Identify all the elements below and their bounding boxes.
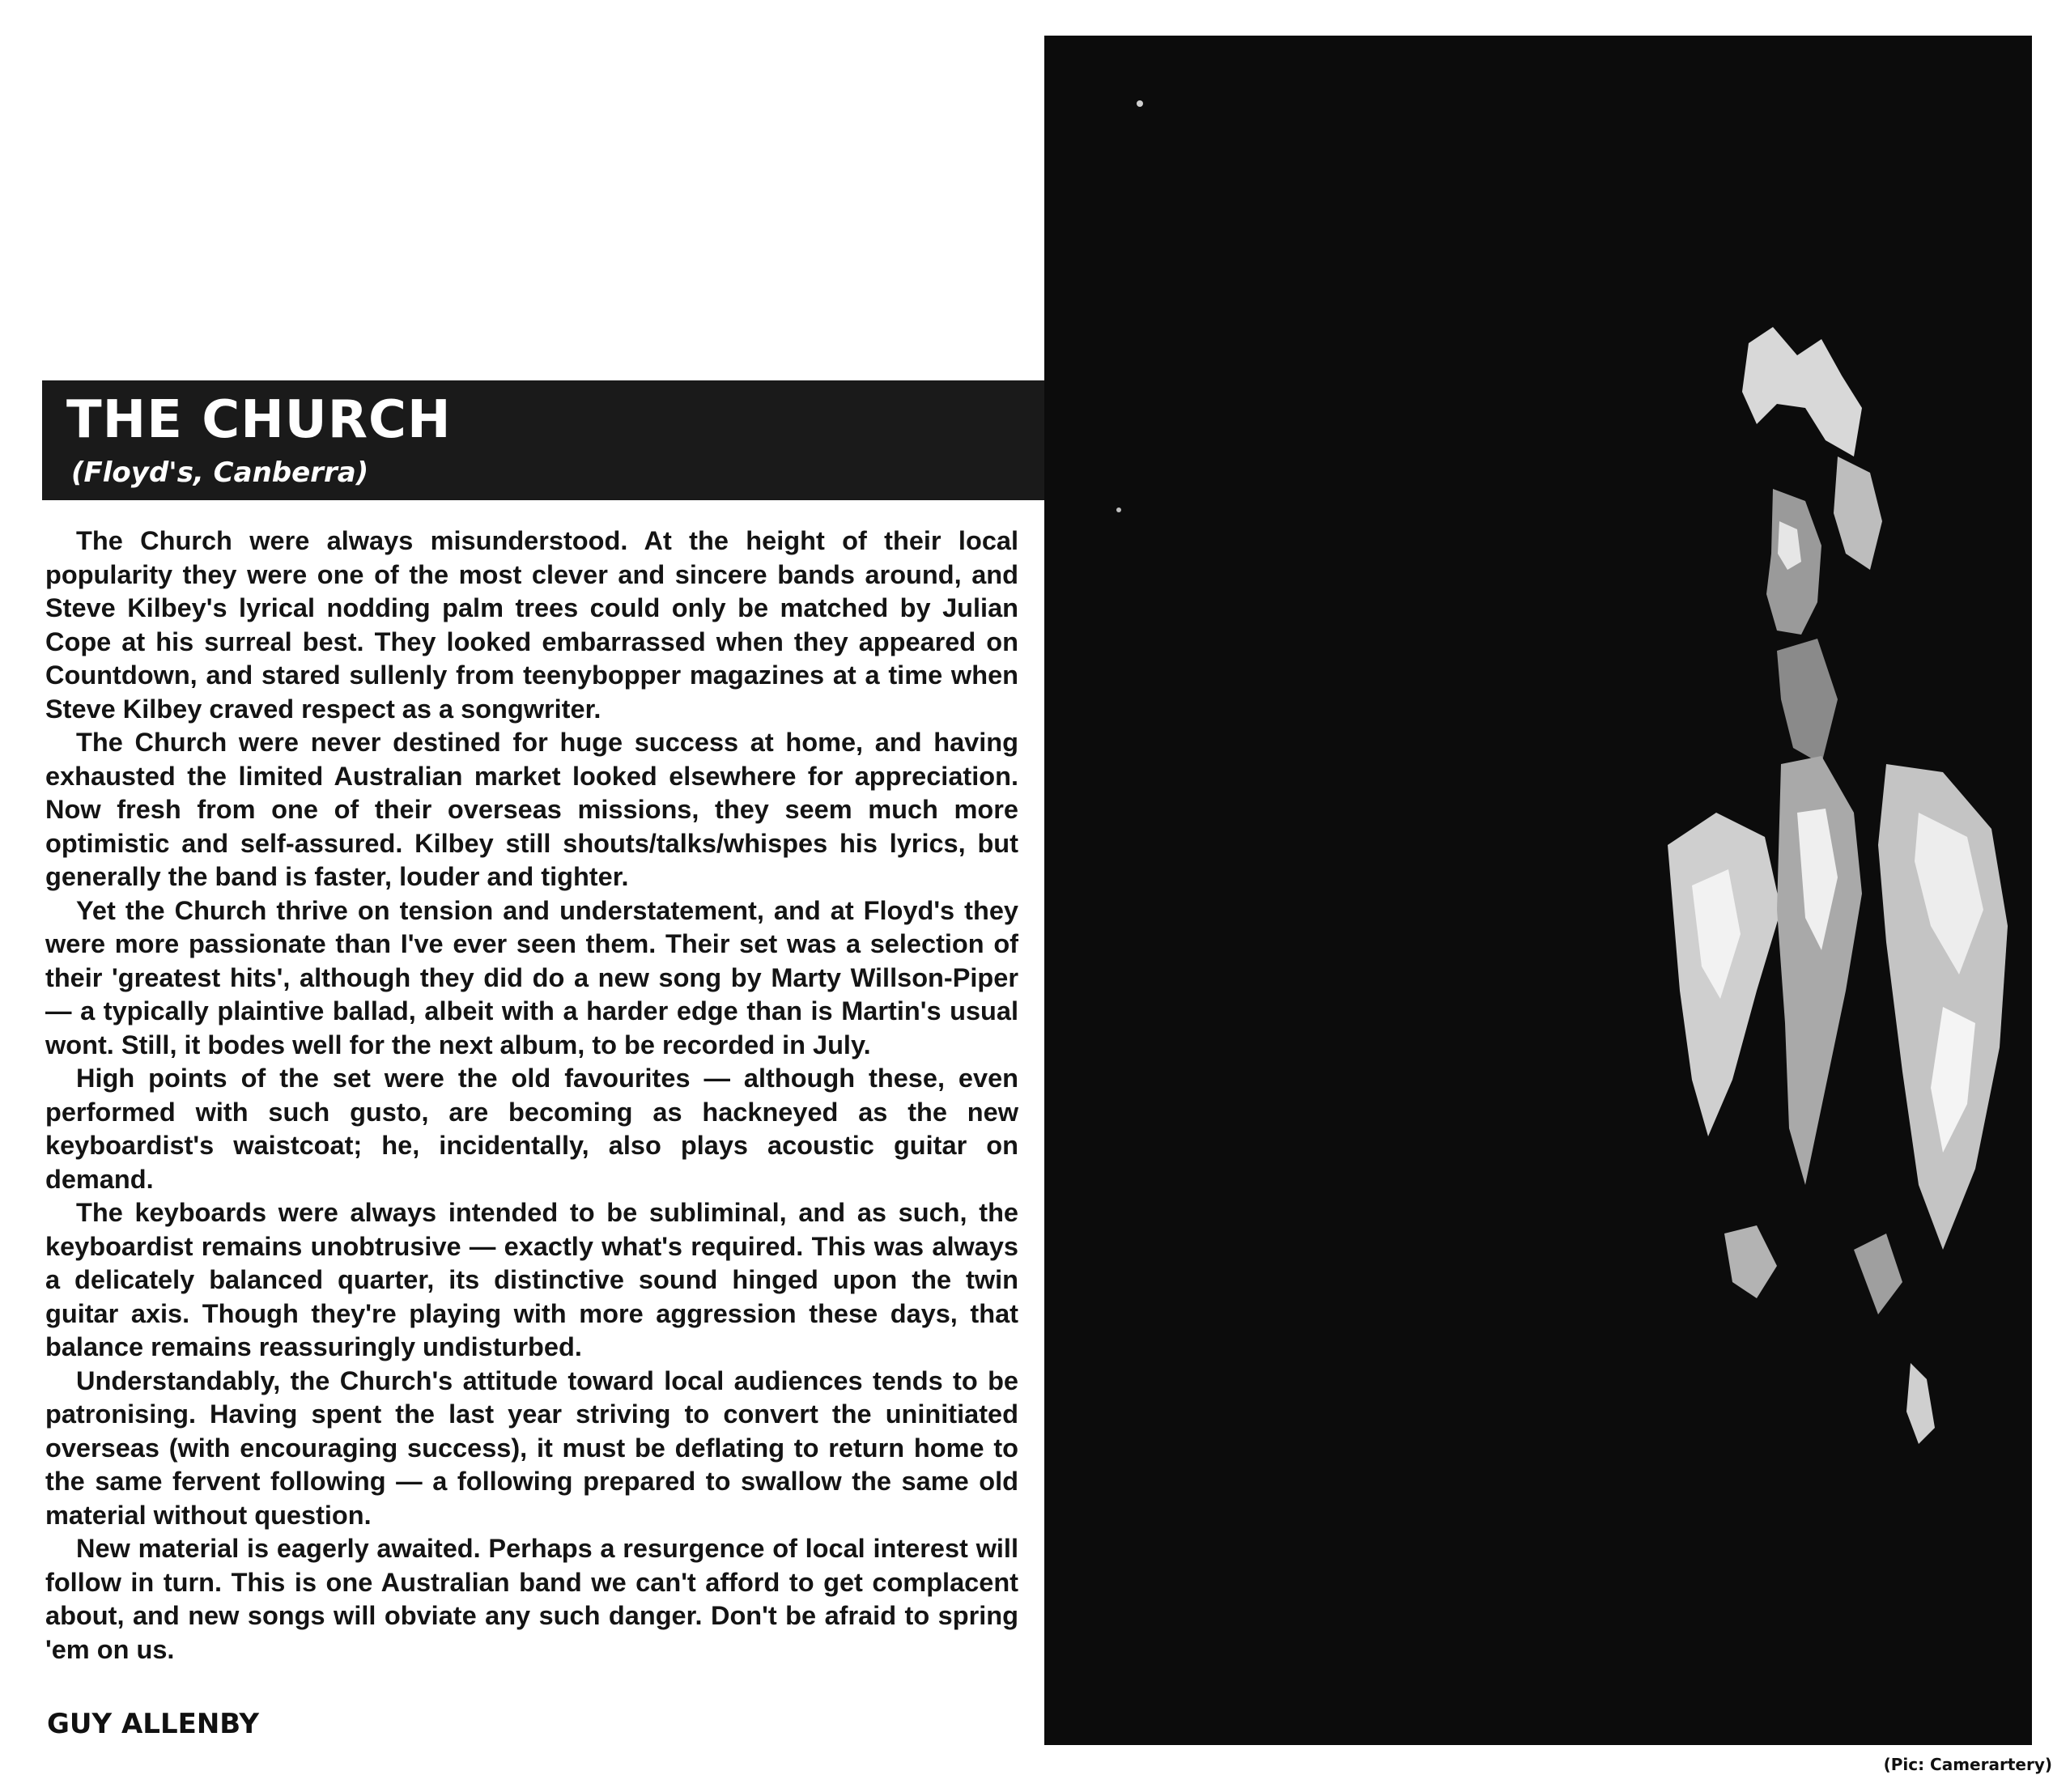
article-body xyxy=(45,524,1018,1667)
band-photo xyxy=(1044,36,2032,1745)
photo-credit: (Pic: Camerartery) xyxy=(1883,1755,2052,1774)
paragraph-1: The Church were always misunderstood. At the height of their local popularity they were one of the most clever and sincere bands around, and Steve Kilbey's lyrical nodding palm trees could only be matched by Julian Cope at his surreal best. They looked embarrassed when they appeared on Countdown, and stared sullenly from teenybopper magazines at a time when Steve Kilbey craved respect as a songwriter. xyxy=(45,526,1018,724)
paragraph-7: New material is eagerly awaited. Perhaps a resurgence of local interest will follow in turn. This is one Australian band we can't afford to get complacent about, and new songs will obviate any such danger. Don't be afraid to spring 'em on us. xyxy=(45,1534,1018,1664)
paragraph-6: Understandably, the Church's attitude toward local audiences tends to be patronising. Having spent the last year striving to convert the uninitiated overseas (with encouraging success), it must be deflating to return home to the same fervent following — a following prepared to swallow the same old material without question. xyxy=(45,1365,1018,1530)
byline: GUY ALLENBY xyxy=(47,1708,259,1740)
paragraph-5: The keyboards were always intended to be subliminal, and as such, the keyboardist remains unobtrusive — exactly what's required. This was always a delicately balanced quarter, its distinctive sound hinged upon the twin guitar axis. Though they're playing with more aggression these days, that balance remains reassuringly undisturbed. xyxy=(45,1198,1018,1361)
headline: THE CHURCH xyxy=(66,390,452,450)
headline-banner xyxy=(42,380,1050,500)
paragraph-2: The Church were never destined for huge success at home, and having exhausted the limited Australian market looked elsewhere for appreciation. Now fresh from one of their overseas missions, they seem much more optimistic and self-assured. Kilbey still shouts/talks/whispes his lyrics, but generally the band is faster, louder and tighter. xyxy=(45,728,1018,891)
paragraph-4: High points of the set were the old favourites — although these, even performed with such gusto, are becoming as hackneyed as the new keyboardist's waistcoat; he, incidentally, also plays acoustic guitar on demand. xyxy=(45,1064,1018,1194)
paragraph-3: Yet the Church thrive on tension and understatement, and at Floyd's they were more passionate than I've ever seen them. Their set was a selection of their 'greatest hits', although they did do a new song by Marty Willson-Piper — a typically plaintive ballad, albeit with a harder edge than is Martin's usual wont. Still, it bodes well for the next album, to be recorded in July. xyxy=(45,895,1018,1059)
performer-silhouette xyxy=(1044,36,2032,1745)
venue-subhead: (Floyd's, Canberra) xyxy=(71,456,369,489)
